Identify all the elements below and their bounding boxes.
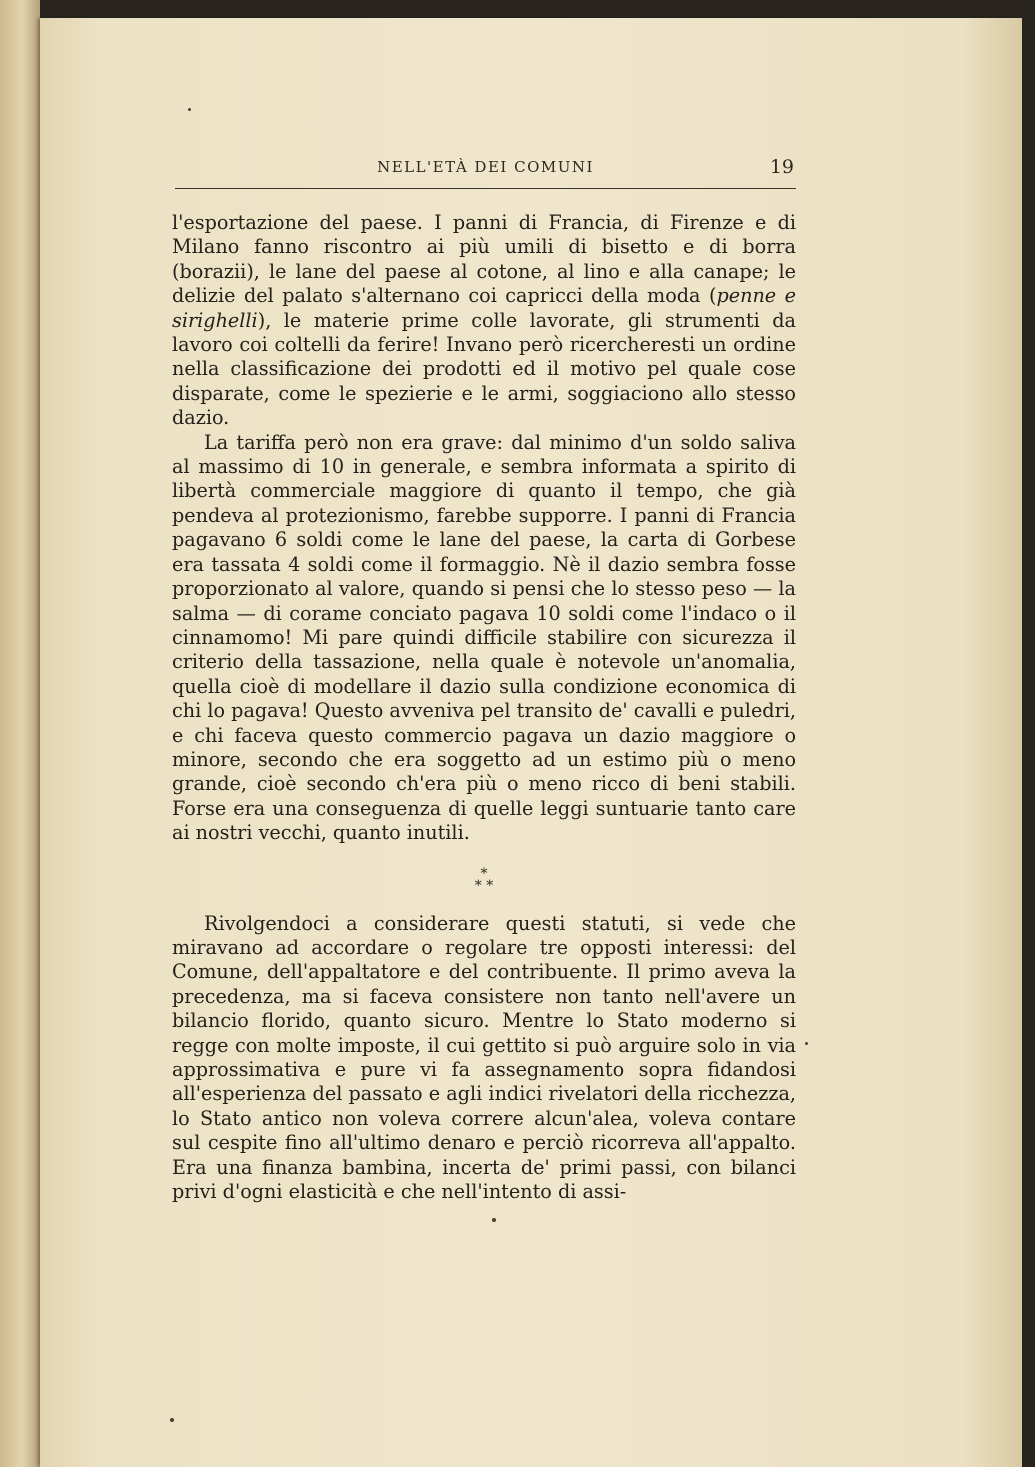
paragraph-1: l'esportazione del paese. I panni di Francia, di Firenze e di Milano fanno riscontro ai più umili di bisetto e di borra (borazii), le lane del paese al cotone, al lino e alla canape; le delizie del palato s'alternano coi capricci della moda (penne e sirighelli), le materie prime colle lavorate, gli strumenti da lavoro coi coltelli da ferire! Invano però ricercheresti un ordine nella classificazione dei prodotti ed il motivo pel quale cose disparate, come le spezierie e le armi, soggiaciono allo stesso dazio. xyxy=(172,211,796,430)
paper-speck xyxy=(805,1042,808,1045)
section-asterism: * * * xyxy=(474,865,494,894)
paper-speck xyxy=(492,1218,496,1222)
body-text xyxy=(172,211,796,1204)
paper-speck xyxy=(188,108,191,111)
paragraph-3: Rivolgendoci a considerare questi statuti, si vede che miravano ad accordare o regolare tre opposti interessi: del Comune, dell'appaltatore e del contribuente. Il primo aveva la precedenza, ma si faceva consistere non tanto nell'avere un bilancio florido, quanto sicuro. Mentre lo Stato moderno si regge con molte imposte, il cui gettito si può arguire solo in via approssimativa e pure vi fa assegnamento sopra fidandosi all'esperienza del passato e agli indici rivelatori della ricchezza, lo Stato antico non voleva correre alcun'alea, voleva contare sul cespite fino all'ultimo denaro e perciò ricorreva all'appalto. Era una finanza bambina, incerta de' primi passi, con bilanci privi d'ogni elasticità e che nell'intento di assi- xyxy=(172,911,796,1204)
paragraph-2: La tariffa però non era grave: dal minimo d'un soldo saliva al massimo di 10 in generale, e sembra informata a spirito di libertà commerciale maggiore di quanto il tempo, che già pendeva al protezionismo, farebbe supporre. I panni di Francia pagavano 6 soldi come le lane del paese, la carta di Gorbese era tassata 4 soldi come il formaggio. Nè il dazio sembra fosse proporzionato al valore, quando si pensi che lo stesso peso — la salma — di corame conciato pagava 10 soldi come l'indaco o il cinnamomo! Mi pare quindi difficile stabilire con sicurezza il criterio della tassazione, nella quale è notevole un'anomalia, quella cioè di modellare il dazio sulla condizione economica di chi lo pagava! Questo avveniva pel transito de' cavalli e puledri, e chi faceva questo commercio pagava un dazio maggiore o minore, secondo che era soggetto ad un estimo più o meno grande, cioè secondo ch'era più o meno ricco di beni stabili. Forse era una conseguenza di quelle leggi suntuarie tanto care ai nostri vecchi, quanto inutili. xyxy=(172,430,796,845)
running-title: NELL'ETÀ DEI COMUNI xyxy=(377,158,594,176)
italic-term: penne e sirighelli xyxy=(172,284,796,332)
running-header xyxy=(175,158,796,189)
paper-speck xyxy=(170,1418,174,1422)
facing-page-edge xyxy=(0,0,40,1467)
page-number: 19 xyxy=(769,156,794,178)
